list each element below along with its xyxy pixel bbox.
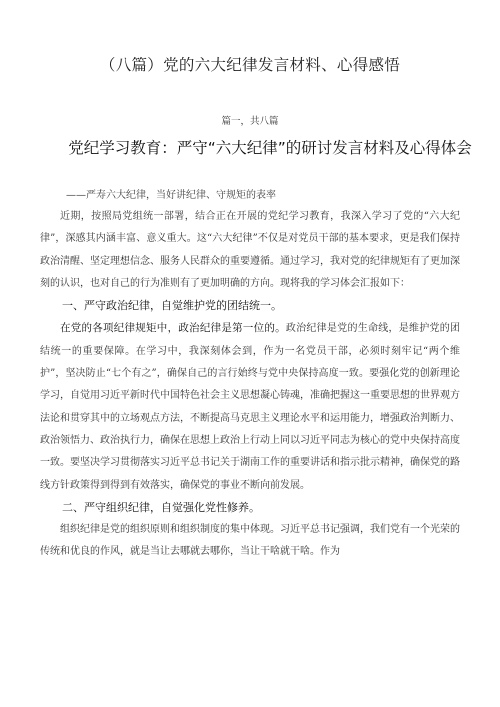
section-heading-2: 二、严守组织纪律，自觉强化党性修养。 xyxy=(62,500,260,514)
document-title: （八篇）党的六大纪律发言材料、心得感悟 xyxy=(99,56,401,74)
article-title: 党纪学习教育：严守“六大纪律”的研讨发言材料及心得体会 xyxy=(68,139,472,157)
article-body xyxy=(40,206,460,564)
intro-paragraph: 近期，按照局党组统一部署，结合正在开展的党纪学习教育，我深入学习了党的“六大纪律”，深感其内涵丰富、意义重大。这“六大纪律”不仅是对党员干部的基本要求，更是我们保持政治清醒、坚定理想信念、服务人民群众的重要遵循。通过学习，我对党的纪律规矩有了更加深刻的认识，也对自己的行为准则有了更加明确的方向。现将我的学习体会汇报如下： xyxy=(40,211,460,289)
section-text-1: 政治纪律是党的生命线，是维护党的团结统一的重要保障。在学习中，我深刻体会到，作为一名党员干部，必须时刻牢记“两个维护”，坚决防止“七个有之”，确保自己的言行始终与党中央保持高度一致。要强化党的创新理论学习，自觉用习近平新时代中国特色社会主义思想凝心铸魂，准确把握这一重要思想的世界观方法论和贯穿其中的立场观点方法，不断提高马克思主义理论水平和运用能力，增强政治判断力、政治领悟力、政治执行力，确保在思想上政治上行动上同以习近平同志为核心的党中央保持高度一致。要坚决学习贯彻落实习近平总书记关于湖南工作的重要讲话和指示批示精神，确保党的路线方针政策得到得到有效落实，确保党的事业不断向前发展。 xyxy=(40,323,461,491)
part-label: 篇一，共八篇 xyxy=(221,116,279,127)
section-paragraph-1 xyxy=(40,317,460,496)
section-paragraph-2: 组织纪律是党的组织原则和组织制度的集中体现。习近平总书记强调，我们党有一个光荣的传统和优良的作风，就是当让去哪就去哪你，当让干啥就干啥。作为 xyxy=(40,524,460,558)
section-lead-1: 在党的各项纪律规矩中，政治纪律是第一位的。 xyxy=(60,322,286,335)
section-heading-1: 一、严守政治纪律，自觉维护党的团结统一。 xyxy=(62,299,282,313)
article-subtitle: ——严寿六大纪律，当好讲纪律、守规矩的表率 xyxy=(66,190,276,201)
